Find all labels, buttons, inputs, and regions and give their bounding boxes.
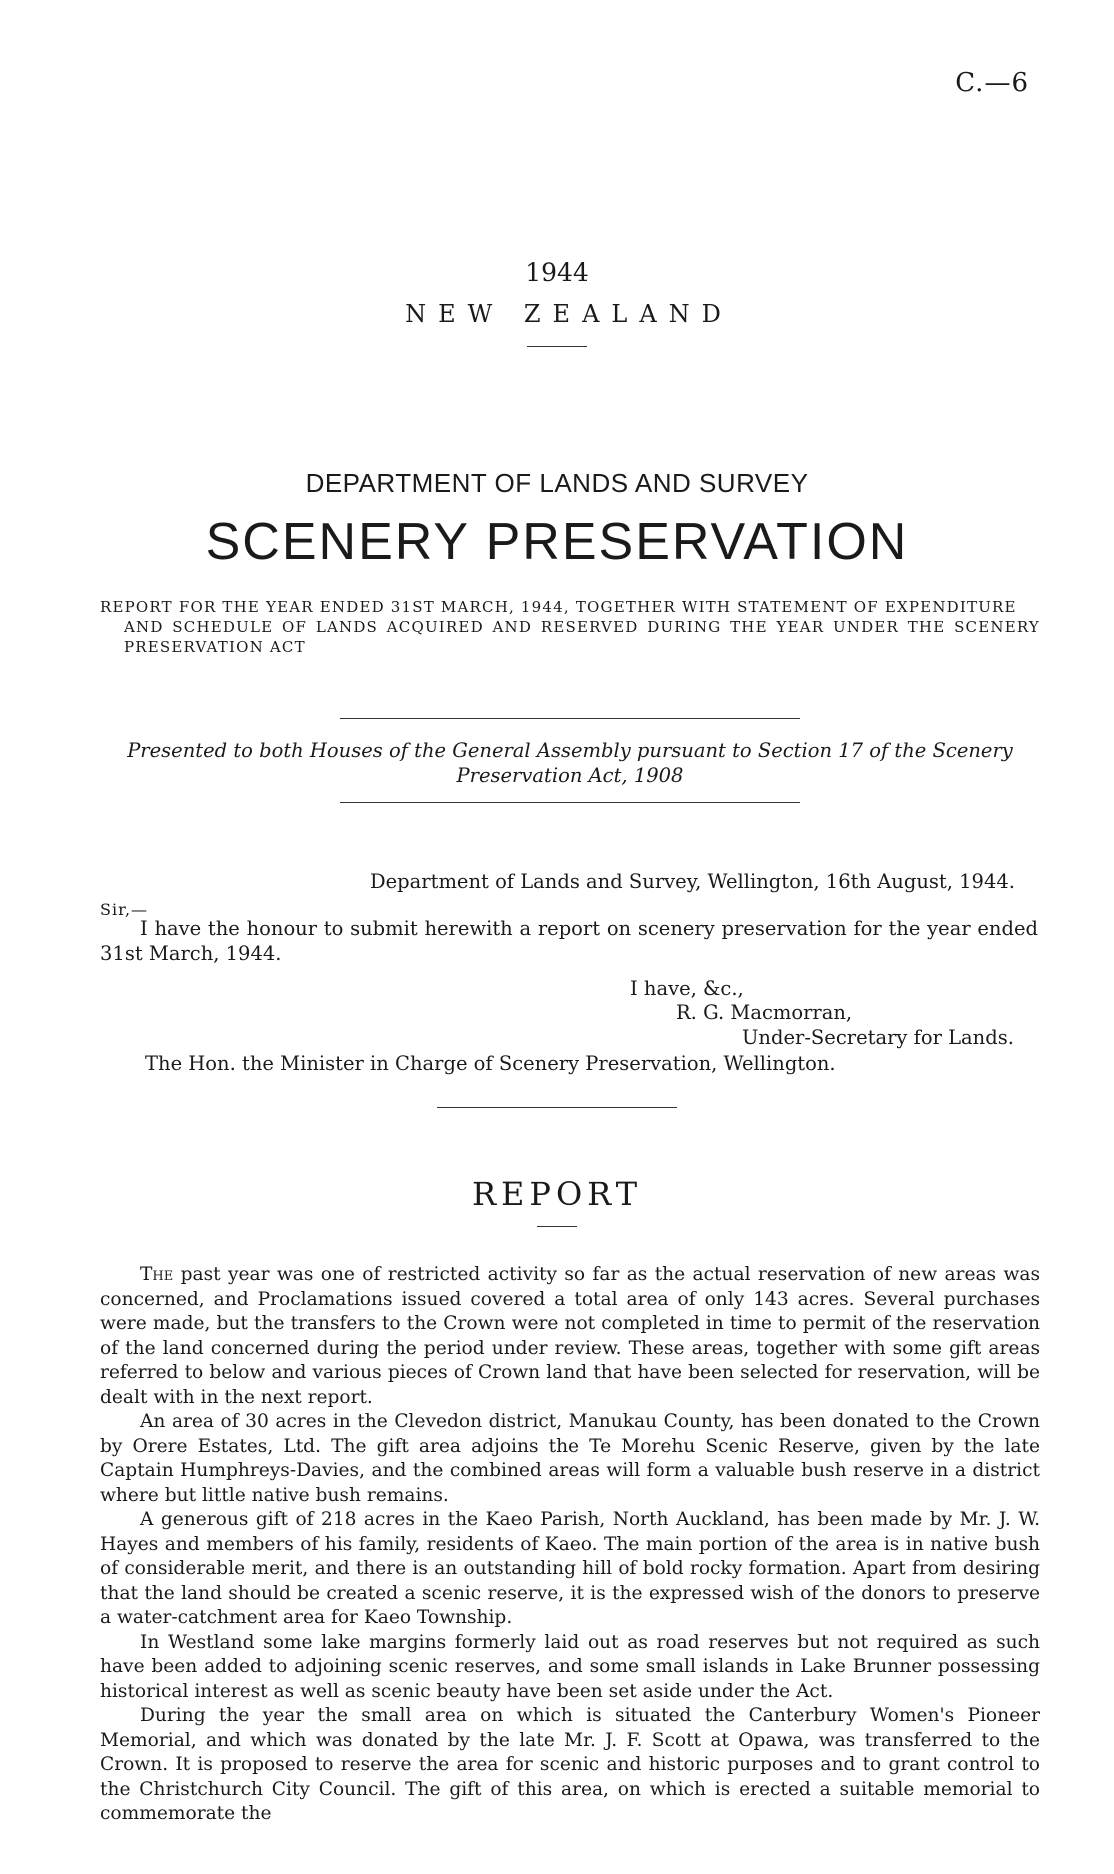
paragraph-text: In Westland some lake margins formerly laid out as road reserves but not required as such have been added to adjoining scenic reserves, and some small islands in Lake Brunner possessing historical interest as well as scenic beauty have been set aside under the Act. [100,1631,1040,1702]
divider-rule [340,802,800,803]
signatory-position: Under-Secretary for Lands. [742,1026,1014,1049]
report-paragraph [100,1263,1040,1410]
paragraph-text: past year was one of restricted activity so far as the actual reservation of new areas was concerned, and Proclamations issued covered a total area of only 143 acres. Several purchases were made, but the transfers to the Crown were not completed in time to permit of the reservation of the land concerned during the period under review. These areas, together with some gift areas referred to below and various pieces of Crown land that have been selected for reservation, will be dealt with in the next report. [100,1264,1040,1408]
department-heading: DEPARTMENT OF LANDS AND SURVEY [305,468,809,498]
letter-addressee: The Hon. the Minister in Charge of Scenery Preservation, Wellington. [145,1052,836,1075]
divider-rule [537,1226,577,1227]
subtitle-continuation: AND SCHEDULE OF LANDS ACQUIRED AND RESERVED DURING THE YEAR UNDER THE SCENERY PRESERVATION ACT [124,618,1040,656]
letter-closing: I have, &c., [630,977,744,1000]
letter-body: I have the honour to submit herewith a report on scenery preservation for the year ended 31st March, 1944. [100,917,1038,965]
report-subtitle [100,597,1040,657]
paragraph-lead: The [140,1264,174,1285]
paragraph-text: During the year the small area on which is situated the Canterbury Women's Pioneer Memorial, and which was donated by the late Mr. J. F. Scott at Opawa, was transferred to the Crown. It is proposed to reserve the area for scenic and historic purposes and to grant control to the Christchurch City Council. The gift of this area, on which is erected a suitable memorial to commemorate the [100,1705,1040,1824]
divider-rule [527,346,587,347]
presentation-note: Presented to both Houses of the General Assembly pursuant to Section 17 of the Scenery Preservation Act, 1908 [127,739,1013,787]
subtitle-line-1: REPORT FOR THE YEAR ENDED 31ST MARCH, 1944, TOGETHER WITH STATEMENT OF EXPENDITURE [100,598,1017,616]
report-paragraph [100,1508,1040,1631]
report-paragraph [100,1704,1040,1827]
report-body [100,1263,1040,1827]
report-title: SCENERY PRESERVATION [205,513,909,571]
document-code: C.—6 [955,68,1029,98]
divider-rule [340,718,800,719]
publication-year: 1944 [525,258,589,287]
report-heading: REPORT [471,1175,643,1213]
letter-signatory: R. G. Macmorran, [676,1001,853,1024]
paragraph-text: A generous gift of 218 acres in the Kaeo Parish, North Auckland, has been made by Mr. J. W. Hayes and members of his family, residents of Kaeo. The main portion of the area is in native bush of considerable merit, and there is an outstanding hill of bold rocky formation. Apart from desiring that the land should be created a scenic reserve, it is the expressed wish of the donors to preserve a water-catchment area for Kaeo Township. [100,1509,1040,1628]
paragraph-text: An area of 30 acres in the Clevedon district, Manukau County, has been donated to the Crown by Orere Estates, Ltd. The gift area adjoins the Te Morehu Scenic Reserve, given by the late Captain Humphreys-Davies, and the combined areas will form a valuable bush reserve in a district where but little native bush remains. [100,1411,1040,1506]
letter-salutation: Sir,— [100,900,149,919]
divider-rule [437,1107,677,1108]
report-paragraph [100,1631,1040,1705]
letter-heading: Department of Lands and Survey, Wellington, 16th August, 1944. [370,870,1015,893]
report-paragraph [100,1410,1040,1508]
country-heading: NEW ZEALAND [405,300,733,328]
